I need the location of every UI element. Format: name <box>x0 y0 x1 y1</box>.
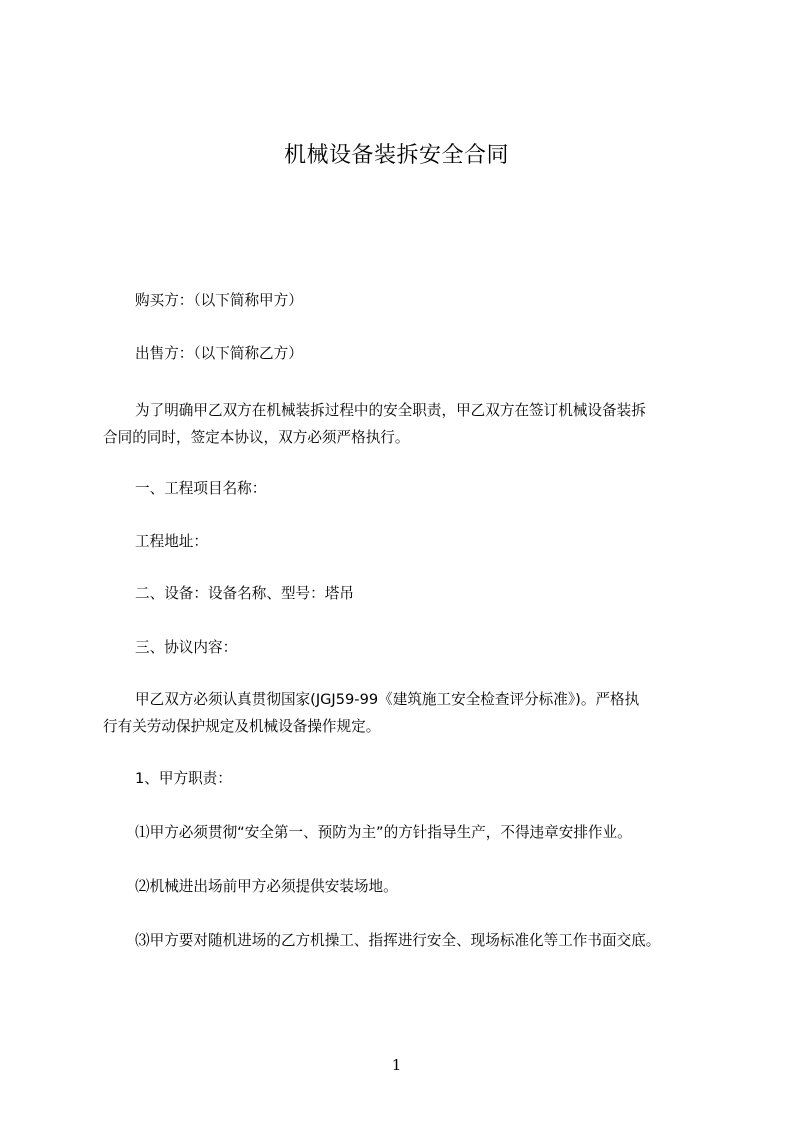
document-title: 机械设备装拆安全合同 <box>283 143 509 168</box>
standards-line-2: 行有关劳动保护规定及机械设备操作规定。 <box>103 718 381 735</box>
party-a-duty-2: ⑵机械进出场前甲方必须提供安装场地。 <box>135 878 398 895</box>
seller-line: 出售方：（以下简称乙方） <box>135 345 303 362</box>
agreement-content-heading: 三、协议内容： <box>135 639 238 656</box>
equipment-heading: 二、设备：设备名称、型号：塔吊 <box>135 585 354 602</box>
project-address-line: 工程地址： <box>135 533 208 550</box>
standards-line-1: 甲乙双方必须认真贯彻国家(JGJ59-99《建筑施工安全检查评分标准》)。严格执 <box>135 691 640 708</box>
preamble-line-1: 为了明确甲乙双方在机械装拆过程中的安全职责，甲乙双方在签订机械设备装拆 <box>135 402 646 419</box>
party-a-duties-heading: 1、甲方职责： <box>135 770 232 787</box>
buyer-line: 购买方：（以下简称甲方） <box>135 292 303 309</box>
party-a-duty-1: ⑴甲方必须贯彻“安全第一、预防为主”的方针指导生产，不得违章安排作业。 <box>135 824 632 841</box>
project-name-heading: 一、工程项目名称： <box>135 480 267 497</box>
preamble-line-2: 合同的同时，签定本协议，双方必须严格执行。 <box>103 429 410 446</box>
page-number: 1 <box>391 1056 402 1074</box>
party-a-duty-3: ⑶甲方要对随机进场的乙方机操工、指挥进行安全、现场标准化等工作书面交底。 <box>135 932 661 949</box>
